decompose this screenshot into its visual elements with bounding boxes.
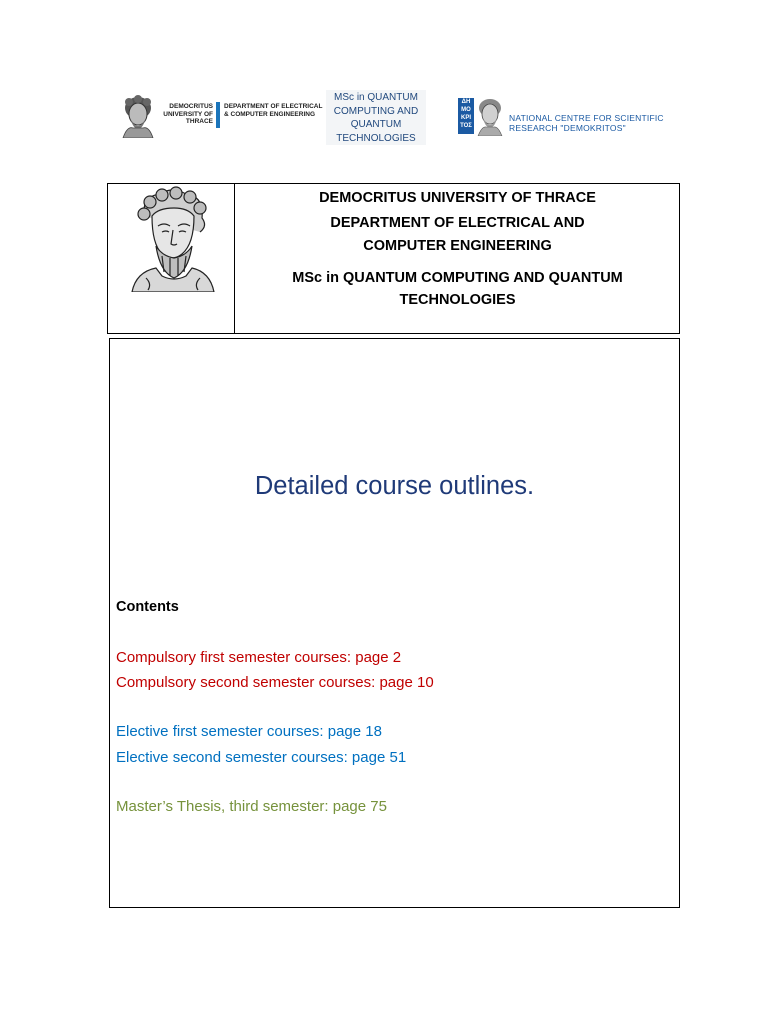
toc-item-compulsory-second[interactable]: Compulsory second semester courses: page 10	[116, 674, 434, 691]
header-table	[107, 183, 680, 334]
demokritos-logo	[454, 94, 682, 138]
department-name: DEPARTMENT OF ELECTRICAL AND COMPUTER ENGINEERING	[330, 215, 585, 254]
contents-heading: Contents	[116, 599, 179, 615]
demokritos-mark	[458, 98, 474, 134]
toc-item-masters-thesis[interactable]: Master’s Thesis, third semester: page 75	[116, 798, 387, 815]
toc-item-compulsory-first[interactable]: Compulsory first semester courses: page 2	[116, 649, 402, 666]
document-title: Detailed course outlines.	[254, 472, 535, 500]
toc-item-elective-second[interactable]: Elective second semester courses: page 51	[116, 749, 407, 766]
logo-strip	[112, 86, 680, 144]
demokritos-mark-text: ΔΗ ΜΟ ΚΡΙ ΤΟΣ	[460, 99, 472, 129]
logo-divider	[216, 102, 220, 128]
university-name: DEMOCRITUS UNIVERSITY OF THRACE	[319, 190, 596, 206]
duth-department: DEPARTMENT OF ELECTRICAL & COMPUTER ENGINEERING	[224, 103, 323, 118]
program-name: MSc in QUANTUM COMPUTING AND QUANTUM TECHNOLOGIES	[292, 270, 623, 308]
duth-name: DEMOCRITUS UNIVERSITY OF THRACE	[163, 103, 213, 125]
content-box	[109, 338, 680, 908]
duth-logo	[117, 94, 323, 140]
msc-logo: MSc in QUANTUM COMPUTING AND QUANTUM TECHNOLOGIES	[326, 90, 426, 145]
democritus-bust-icon	[117, 94, 159, 138]
demokritos-name: NATIONAL CENTRE FOR SCIENTIFIC RESEARCH "DEMOKRITOS"	[509, 113, 664, 133]
democritus-portrait-icon	[122, 186, 222, 292]
toc-item-elective-first[interactable]: Elective first semester courses: page 18	[116, 723, 382, 740]
demokritos-bust-icon	[474, 96, 506, 136]
